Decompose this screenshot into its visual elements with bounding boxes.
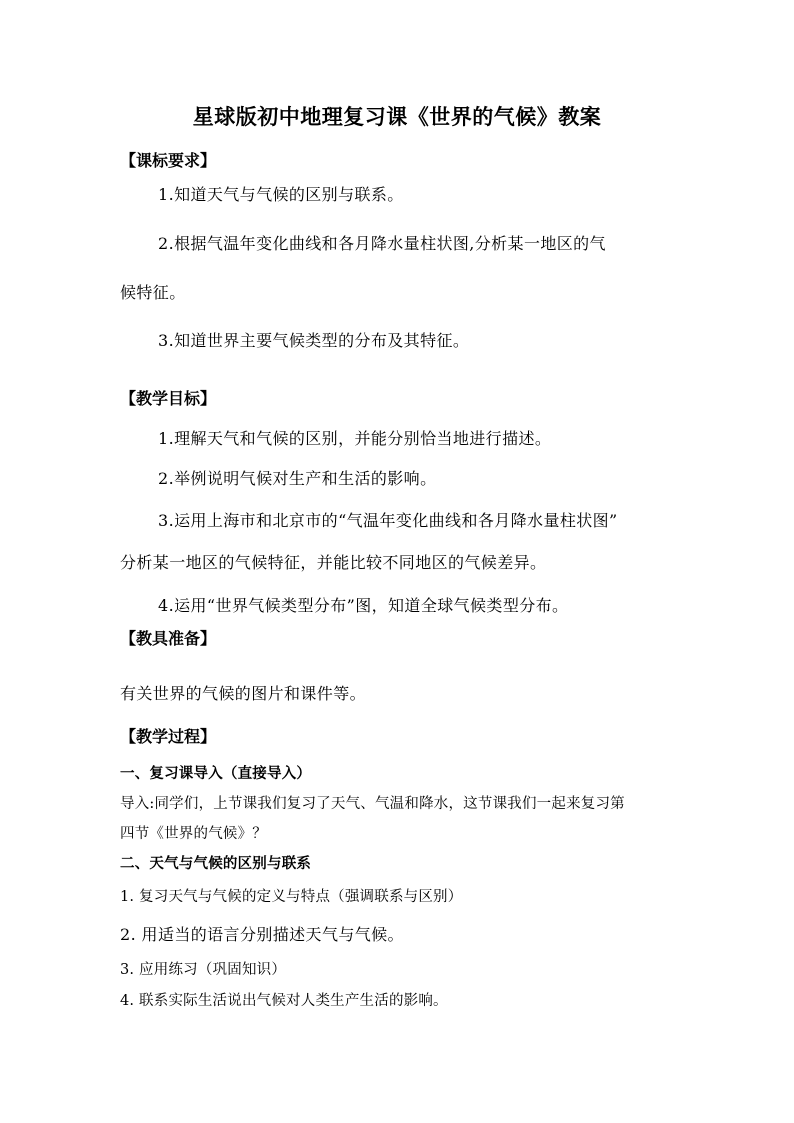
- process-step-1: 1. 复习天气与气候的定义与特点（强调联系与区别）: [120, 889, 463, 905]
- objectives-item-4: 4.运用“世界气候类型分布”图，知道全球气候类型分布。: [158, 596, 569, 615]
- objectives-item-1: 1.理解天气和气候的区别，并能分别恰当地进行描述。: [158, 429, 552, 448]
- process-section-2-title: 二、天气与气候的区别与联系: [120, 855, 312, 872]
- document-title: 星球版初中地理复习课《世界的气候》教案: [192, 104, 602, 129]
- standards-item-3: 3.知道世界主要气候类型的分布及其特征。: [158, 331, 470, 350]
- process-step-2: 2. 用适当的语言分别描述天气与气候。: [120, 925, 404, 944]
- process-step-4: 4. 联系实际生活说出气候对人类生产生活的影响。: [120, 993, 448, 1009]
- standards-item-1: 1.知道天气与气候的区别与联系。: [158, 185, 404, 204]
- standards-heading: 【课标要求】: [120, 151, 217, 170]
- process-heading: 【教学过程】: [120, 727, 217, 746]
- process-section-1-line-1: 导入:同学们，上节课我们复习了天气、气温和降水，这节课我们一起来复习第: [120, 796, 625, 812]
- process-section-1-line-2: 四节《世界的气候》？: [120, 826, 267, 842]
- objectives-heading: 【教学目标】: [120, 389, 217, 408]
- standards-item-2-line-1: 2.根据气温年变化曲线和各月降水量柱状图,分析某一地区的气: [158, 234, 606, 253]
- process-step-3: 3. 应用练习（巩固知识）: [120, 962, 287, 978]
- objectives-item-3-line-2: 分析某一地区的气候特征，并能比较不同地区的气候差异。: [120, 553, 547, 572]
- standards-item-2-line-2: 候特征。: [120, 283, 186, 302]
- objectives-item-3-line-1: 3.运用上海市和北京市的“气温年变化曲线和各月降水量柱状图”: [158, 511, 618, 530]
- materials-heading: 【教具准备】: [120, 629, 217, 648]
- objectives-item-2: 2.举例说明气候对生产和生活的影响。: [158, 469, 437, 488]
- materials-text: 有关世界的气候的图片和课件等。: [120, 684, 367, 703]
- process-section-1-title: 一、复习课导入（直接导入）: [120, 765, 312, 782]
